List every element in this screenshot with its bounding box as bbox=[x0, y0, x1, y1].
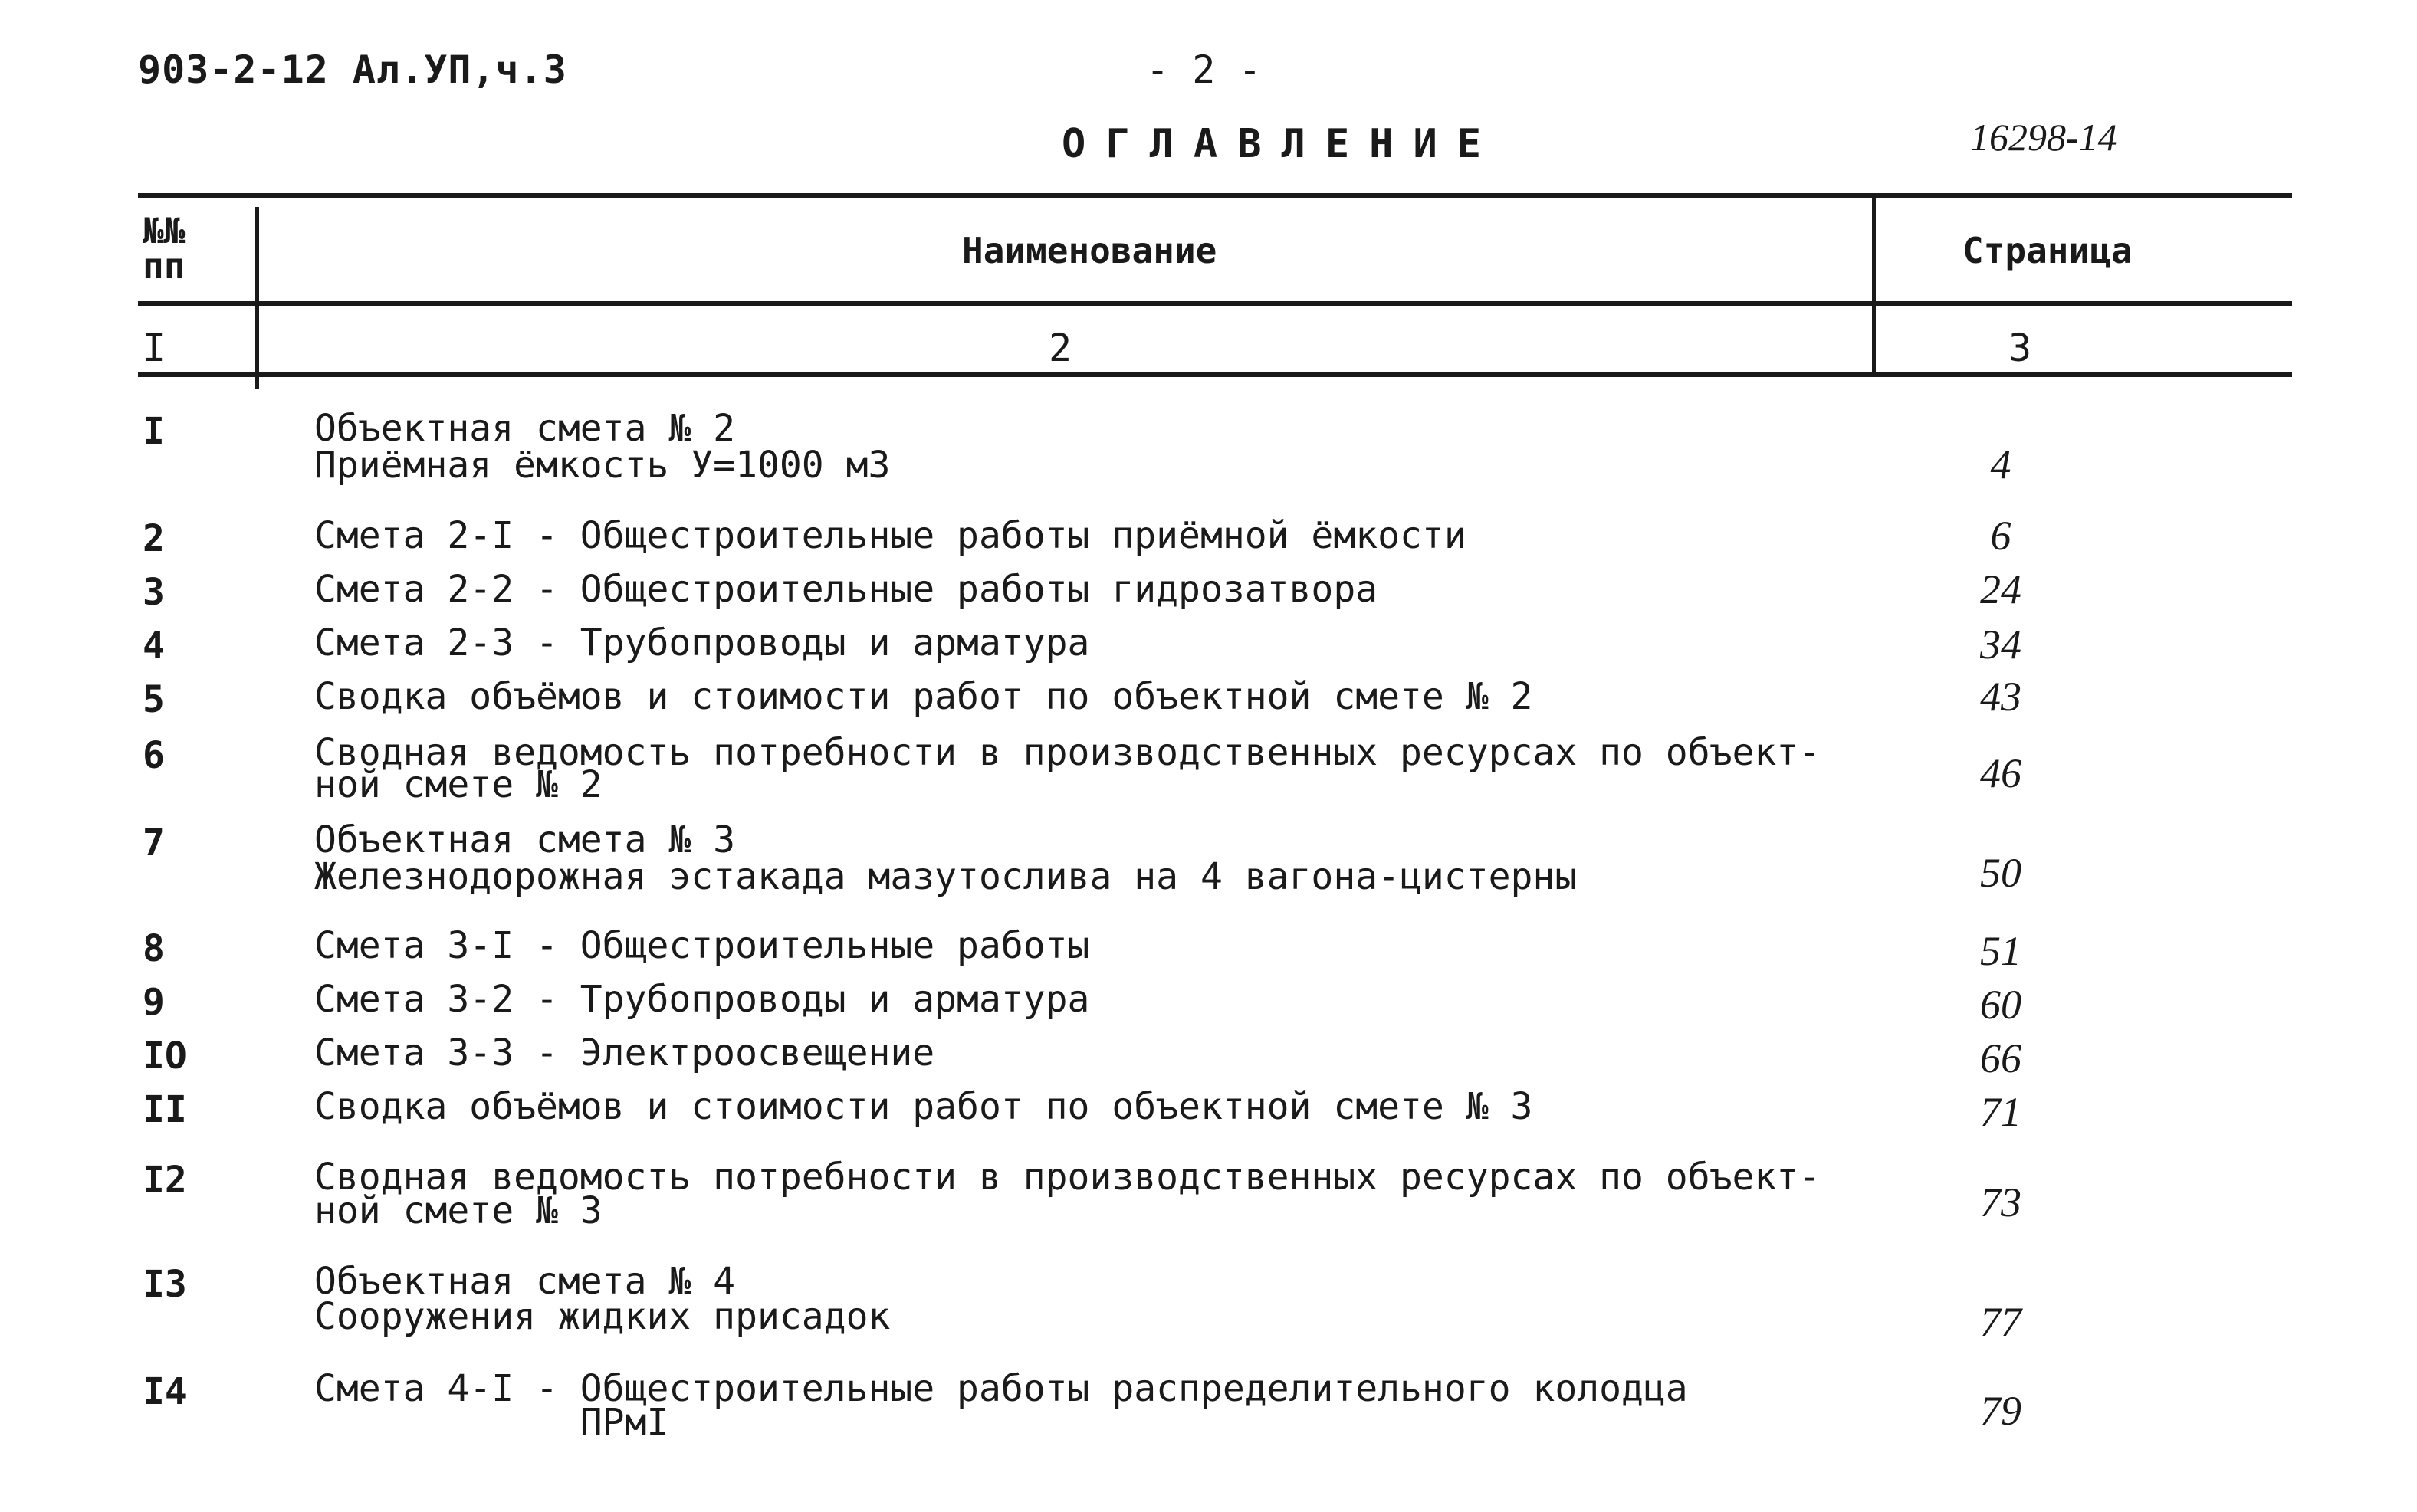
row-title: Смета 3-2 - Трубопроводы и арматура bbox=[314, 978, 1090, 1021]
row-number: I2 bbox=[143, 1159, 187, 1202]
column-number-2: 2 bbox=[1049, 326, 1072, 370]
row-title: Смета 4-I - Общестроительные работы распределительного колодца bbox=[314, 1367, 1688, 1410]
row-title: Сводная ведомость потребности в производственных ресурсах по объект- bbox=[314, 731, 1821, 774]
column-divider-1 bbox=[255, 207, 259, 389]
page-title: ОГЛАВЛЕНИЕ bbox=[1062, 121, 1502, 167]
table-top-rule bbox=[138, 193, 2292, 198]
row-title-line2: ной смете № 2 bbox=[314, 763, 603, 806]
column-number-1: I bbox=[143, 326, 166, 370]
row-title-line2: ной смете № 3 bbox=[314, 1189, 603, 1232]
row-title-line2: Приёмная ёмкость У=1000 м3 bbox=[314, 444, 891, 487]
row-title: Смета 2-I - Общестроительные работы приёмной ёмкости bbox=[314, 514, 1466, 557]
row-title: Смета 3-3 - Электроосвещение bbox=[314, 1032, 935, 1074]
document-code: 903-2-12 Ал.УП,ч.3 bbox=[138, 48, 567, 92]
row-page: 66 bbox=[1980, 1035, 2021, 1081]
column-number-3: 3 bbox=[2008, 326, 2032, 370]
table-colnum-rule bbox=[138, 372, 2292, 377]
row-page: 46 bbox=[1980, 750, 2021, 796]
row-page: 77 bbox=[1980, 1299, 2021, 1345]
row-number: 7 bbox=[143, 822, 165, 864]
row-page: 50 bbox=[1980, 850, 2021, 896]
table-header-rule bbox=[138, 301, 2292, 306]
row-title-line2: ПРмI bbox=[314, 1401, 669, 1444]
row-title: Объектная смета № 4 bbox=[314, 1260, 736, 1303]
row-number: 4 bbox=[143, 625, 165, 667]
column-divider-2 bbox=[1872, 198, 1876, 377]
page-number: - 2 - bbox=[1146, 48, 1262, 92]
row-title: Смета 3-I - Общестроительные работы bbox=[314, 924, 1090, 967]
row-number: I4 bbox=[143, 1370, 187, 1413]
row-number: IO bbox=[143, 1035, 187, 1077]
row-page: 43 bbox=[1980, 674, 2021, 720]
row-page: 79 bbox=[1980, 1388, 2021, 1434]
row-page: 34 bbox=[1980, 622, 2021, 667]
row-title: Сводная ведомость потребности в производственных ресурсах по объект- bbox=[314, 1156, 1821, 1199]
row-page: 4 bbox=[1990, 441, 2011, 487]
row-page: 60 bbox=[1980, 982, 2021, 1028]
row-number: 5 bbox=[143, 678, 165, 721]
row-number: 9 bbox=[143, 981, 165, 1024]
row-number: 3 bbox=[143, 571, 165, 614]
column-header-number: №№ пп bbox=[143, 210, 186, 287]
row-title-line2: Сооружения жидких присадок bbox=[314, 1295, 891, 1338]
row-page: 71 bbox=[1980, 1089, 2021, 1135]
row-title: Объектная смета № 3 bbox=[314, 818, 736, 861]
row-page: 24 bbox=[1980, 566, 2021, 612]
row-title-line2: Железнодорожная эстакада мазутослива на 4 вагона-цистерны bbox=[314, 855, 1578, 898]
row-page: 6 bbox=[1990, 513, 2011, 559]
row-title: Смета 2-3 - Трубопроводы и арматура bbox=[314, 622, 1090, 664]
row-number: II bbox=[143, 1088, 187, 1131]
row-page: 51 bbox=[1980, 928, 2021, 974]
row-number: 2 bbox=[143, 517, 165, 560]
row-title: Смета 2-2 - Общестроительные работы гидрозатвора bbox=[314, 568, 1378, 611]
row-number: I bbox=[143, 410, 165, 453]
column-header-name: Наименование bbox=[962, 230, 1217, 271]
row-page: 73 bbox=[1980, 1179, 2021, 1225]
column-header-page: Страница bbox=[1962, 230, 2133, 271]
row-number: 8 bbox=[143, 927, 165, 970]
row-title: Сводка объёмов и стоимости работ по объектной смете № 3 bbox=[314, 1085, 1533, 1128]
row-title: Объектная смета № 2 bbox=[314, 407, 736, 450]
row-title: Сводка объёмов и стоимости работ по объектной смете № 2 bbox=[314, 675, 1533, 718]
row-number: I3 bbox=[143, 1263, 187, 1306]
inventory-number: 16298-14 bbox=[1970, 116, 2117, 159]
row-number: 6 bbox=[143, 734, 165, 777]
